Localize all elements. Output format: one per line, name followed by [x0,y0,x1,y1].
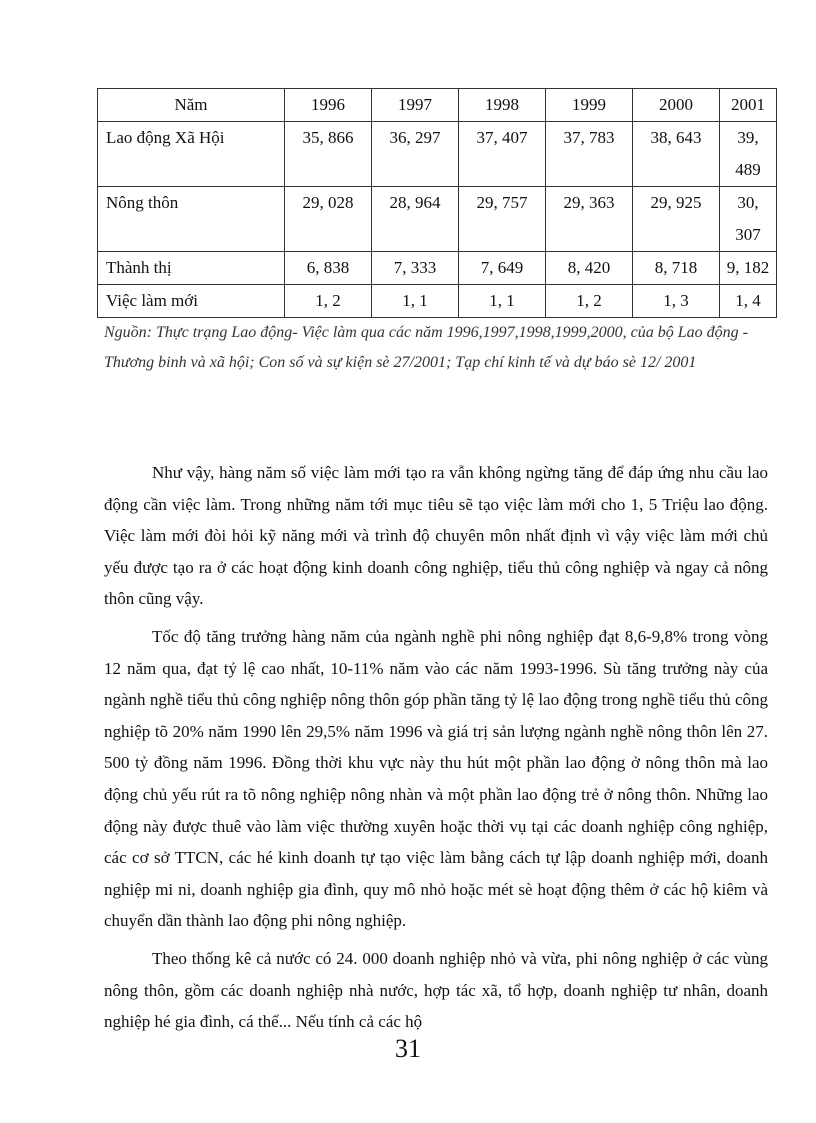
table-row [98,252,777,285]
table-cell: 1, 2 [546,285,633,318]
table-cell: 1, 1 [459,285,546,318]
table-cell: 36, 297 [372,122,459,187]
table-header-cell: 1998 [459,89,546,122]
table-cell: 1, 2 [285,285,372,318]
table-row-label: Việc làm mới [98,285,285,318]
table-cell: 8, 718 [633,252,720,285]
table-cell: 37, 407 [459,122,546,187]
table-row [98,187,777,252]
page-number: 31 [395,1034,421,1063]
table-cell: 8, 420 [546,252,633,285]
table-cell: 1, 1 [372,285,459,318]
table-cell: 38, 643 [633,122,720,187]
table-row-label: Lao động Xã Hội [98,122,285,187]
table-cell: 29, 363 [546,187,633,252]
table-header-cell: Năm [98,89,285,122]
body-text [104,457,768,1044]
table-cell: 28, 964 [372,187,459,252]
table-cell: 1, 3 [633,285,720,318]
table-row [98,122,777,187]
table-row-label: Nông thôn [98,187,285,252]
labor-statistics-table [97,88,777,318]
table-header-cell: 2001 [720,89,777,122]
paragraph: Theo thống kê cả nước có 24. 000 doanh nghiệp nhỏ và vừa, phi nông nghiệp ở các vùng nông thôn, gồm các doanh nghiệp nhà nước, hợp tác xã, tổ hợp, doanh nghiệp tư nhân, doanh nghiệp hé gia đình, cá thể... Nếu tính cả các hộ [104,948,768,1032]
table-header-cell: 2000 [633,89,720,122]
table-cell: 29, 028 [285,187,372,252]
table-cell: 30, 307 [720,187,777,252]
table-source-note: Nguồn: Thực trạng Lao động- Việc làm qua các năm 1996,1997,1998,1999,2000, của bộ Lao động - Thương binh và xã hội; Con số và sự kiện sè 27/2001; Tạp chí kinh tế và dự báo sè 12/ 2001 [104,324,748,371]
table-cell: 7, 649 [459,252,546,285]
table-cell: 9, 182 [720,252,777,285]
table-cell: 39, 489 [720,122,777,187]
paragraph: Như vậy, hàng năm số việc làm mới tạo ra vẫn không ngừng tăng để đáp ứng nhu cầu lao động cần việc làm. Trong những năm tới mục tiêu sẽ tạo việc làm mới cho 1, 5 Triệu lao động. Việc làm mới đòi hỏi kỹ năng mới và trình độ chuyên môn nhất định vì vậy việc làm mới chủ yếu được tạo ra ở các hoạt động kinh doanh công nghiệp, tiểu thủ công nghiệp và ngay cả nông thôn cũng vậy. [104,463,768,609]
table-cell: 1, 4 [720,285,777,318]
table-header-cell: 1999 [546,89,633,122]
table-cell: 35, 866 [285,122,372,187]
table-cell: 7, 333 [372,252,459,285]
table-cell: 29, 925 [633,187,720,252]
table-row-label: Thành thị [98,252,285,285]
table-header-cell: 1996 [285,89,372,122]
table-header-row [98,89,777,122]
table-cell: 6, 838 [285,252,372,285]
table-cell: 29, 757 [459,187,546,252]
table-header-cell: 1997 [372,89,459,122]
table-cell: 37, 783 [546,122,633,187]
table-row [98,285,777,318]
paragraph: Tốc độ tăng trưởng hàng năm của ngành nghề phi nông nghiệp đạt 8,6-9,8% trong vòng 12 năm qua, đạt tỷ lệ cao nhất, 10-11% năm vào các năm 1993-1996. Sù tăng trưởng này của ngành nghề tiểu thủ công nghiệp nông thôn góp phần tăng tỷ lệ lao động trong nghề tiểu thủ công nghiệp tõ 20% năm 1990 lên 29,5% năm 1996 và giá trị sản lượng ngành nghề nông thôn lên 27. 500 tỷ đồng năm 1996. Đồng thời khu vực này thu hút một phần lao động ở nông thôn mà lao động chủ yếu rút ra tõ nông nghiệp nông nhàn và một phần lao động trẻ ở nông thôn. Những lao động này được thuê vào làm việc thường xuyên hoặc thời vụ tại các doanh nghiệp công nghiệp, các cơ sở TTCN, các hé kinh doanh tự tạo việc làm bằng cách tự lập doanh nghiệp mới, doanh nghiệp mi ni, doanh nghiệp gia đình, quy mô nhỏ hoặc mét sè hoạt động thêm ở các hộ kiêm và chuyển dần thành lao động phi nông nghiệp. [104,626,768,931]
